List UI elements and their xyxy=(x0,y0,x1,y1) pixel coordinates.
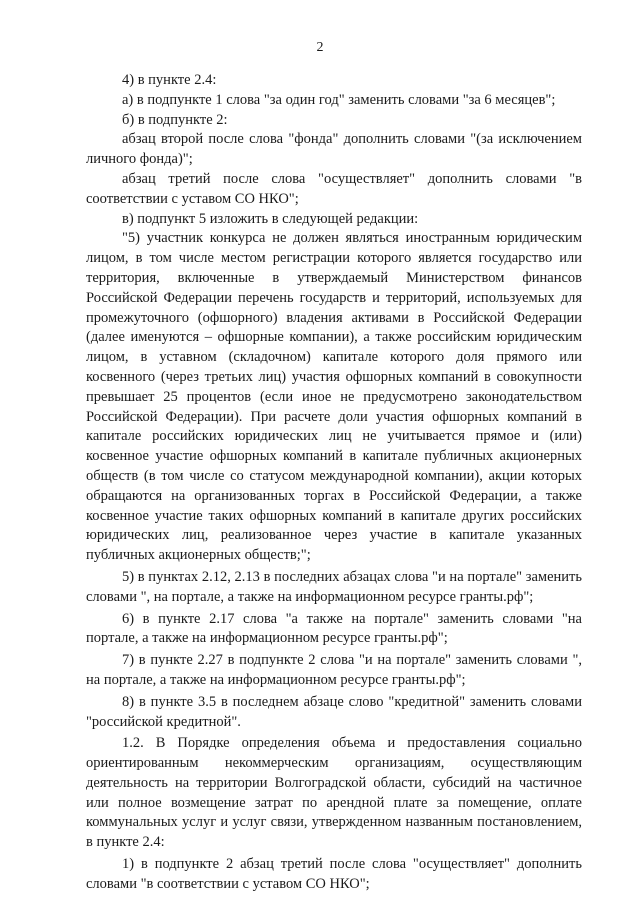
paragraph-abzac-third: абзац третий после слова "осуществляет" дополнить словами "в соответствии с уставом СО НКО"; xyxy=(86,170,582,207)
paragraph-item-1: 1) в подпункте 2 абзац третий после слова "осуществляет" дополнить словами "в соответствии с уставом СО НКО"; xyxy=(86,856,582,892)
paragraph-item-5: 5) в пунктах 2.12, 2.13 в последних абзацах слова "и на портале" заменить словами ", на портале, а также на информационном ресурсе гранты.рф"; xyxy=(86,568,582,605)
page-number: 2 xyxy=(316,40,324,55)
paragraph-subitem-a: а) в подпункте 1 слова "за один год" заменить словами "за 6 месяцев"; xyxy=(122,91,556,108)
paragraph-subitem-b: б) в подпункте 2: xyxy=(122,111,228,128)
paragraph-subitem-v: в) подпункт 5 изложить в следующей редакции: xyxy=(122,210,419,227)
paragraph-abzac-second: абзац второй после слова "фонда" дополнить словами "(за исключением личного фонда)"; xyxy=(86,131,582,168)
paragraph-item-7: 7) в пункте 2.27 в подпункте 2 слова "и на портале" заменить словами ", на портале, а также на информационном ресурсе гранты.рф"; xyxy=(86,652,582,688)
paragraph-item-8: 8) в пункте 3.5 в последнем абзаце слово "кредитной" заменить словами "российской кредитной". xyxy=(86,693,582,730)
document-body xyxy=(86,71,582,895)
paragraph-item-6: 6) в пункте 2.17 слова "а также на портале" заменить словами "на портале, а также на информационном ресурсе гранты.рф"; xyxy=(86,610,582,647)
paragraph-quoted-subitem-5: "5) участник конкурса не должен являться иностранным юридическим лицом, в том числе местом регистрации которого является государство или территория, включенные в утверждаемый Министерством финансов Российской Федерации перечень государств и территорий, используемых для промежуточного (офшорного) владения активами в Российской Федерации (далее именуются – офшорные компании), а также российским юридическим лицом, в уставном (складочном) капитале которого доля прямого или косвенного (через третьих лиц) участия офшорных компаний в совокупности превышает 25 процентов (если иное не предусмотрено законодательством Российской Федерации). При расчете доли участия офшорных компаний в капитале российских юридических лиц не учитывается прямое и (или) косвенное участие офшорных компаний в капитале публичных акционерных обществ (в том числе со статусом международной компании), акции которых обращаются на организованных торгах в Российской Федерации, а также косвенное участие таких офшорных компаний в капитале других российских юридических лиц, реализованное через участие в капитале указанных публичных акционерных обществ;"; xyxy=(86,230,582,564)
paragraph-item-4: 4) в пункте 2.4: xyxy=(122,72,217,88)
paragraph-section-1-2: 1.2. В Порядке определения объема и предоставления социально ориентированным некоммерческим организациям, осуществляющим деятельность на территории Волгоградской области, субсидий на частичное или полное возмещение затрат по арендной плате за помещение, оплате коммунальных услуг и услуг связи, утвержденном названным постановлением, в пункте 2.4: xyxy=(86,735,582,851)
